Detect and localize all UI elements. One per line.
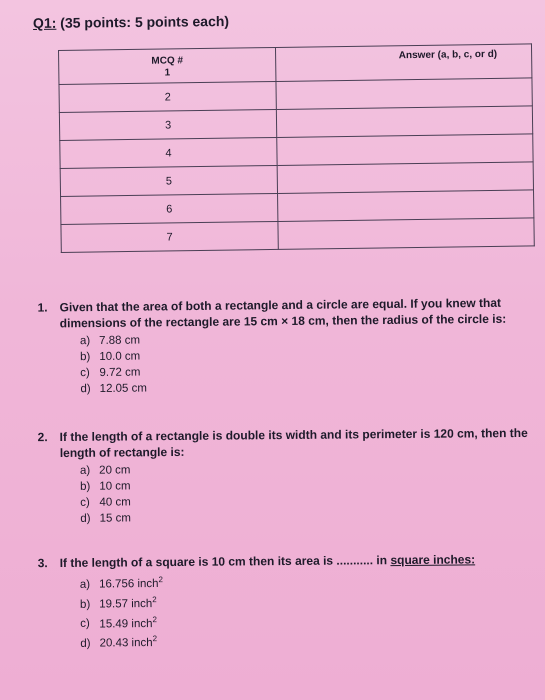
question-stem: If the length of a square is 10 cm then its area is ........... in square inches: — [59, 552, 476, 570]
option-a: a) 20 cm — [79, 464, 131, 477]
points-label: (35 points: 5 points each) — [60, 12, 230, 31]
question-stem: If the length of a rectangle is double its width and its perimeter is 120 cm, then the length of rectangle is: — [59, 425, 528, 460]
option-b: b) 19.57 inch$^2$ — [79, 594, 157, 611]
option-d: d) 15 cm — [80, 512, 131, 525]
mcq-number: 1 — [164, 67, 171, 79]
question-label: Q1: — [32, 14, 57, 32]
answer-cell[interactable] — [278, 190, 534, 222]
question-number: 2. — [37, 430, 48, 445]
option-list — [80, 459, 539, 527]
section-header — [33, 13, 229, 31]
question-number: 1. — [37, 300, 48, 315]
option-b: b) 10.0 cm — [80, 350, 141, 364]
option-a: a) 16.756 inch$^2$ — [79, 575, 163, 591]
table-row — [61, 218, 534, 253]
question-3 — [38, 551, 539, 653]
option-c: c) 40 cm — [80, 496, 131, 509]
answer-cell[interactable] — [276, 78, 532, 110]
answer-cell[interactable] — [278, 218, 534, 250]
answer-table — [58, 43, 535, 253]
option-d: d) 20.43 inch$^2$ — [80, 634, 158, 651]
option-a: a) 7.88 cm — [79, 334, 141, 348]
question-1 — [38, 294, 539, 397]
option-b: b) 10 cm — [80, 480, 131, 493]
mcq-number: 6 — [61, 193, 278, 224]
mcq-number: 5 — [60, 165, 277, 196]
mcq-column-header: MCQ # 1 — [59, 47, 277, 84]
question-stem: Given that the area of both a rectangle and a circle are equal. If you knew that dimensions of the rectangle are 15 cm × 18 cm, then the radius of the circle is: — [59, 295, 507, 331]
option-c: c) 15.49 inch$^2$ — [80, 614, 157, 631]
question-number: 3. — [37, 556, 48, 571]
answer-cell[interactable] — [277, 134, 533, 166]
option-list — [80, 569, 539, 652]
mcq-number: 7 — [61, 221, 278, 252]
answer-cell[interactable] — [276, 106, 532, 138]
option-d: d) 12.05 cm — [80, 382, 148, 396]
answer-column-header: Answer (a, b, c, or d) — [276, 44, 532, 82]
option-list — [80, 328, 539, 397]
mcq-number: 4 — [60, 137, 277, 168]
mcq-number: 3 — [59, 109, 276, 140]
option-c: c) 9.72 cm — [80, 366, 141, 380]
mcq-number: 2 — [59, 81, 276, 112]
answer-cell[interactable] — [277, 162, 533, 194]
unit-label: square inches: — [390, 552, 476, 568]
question-2 — [38, 425, 539, 527]
